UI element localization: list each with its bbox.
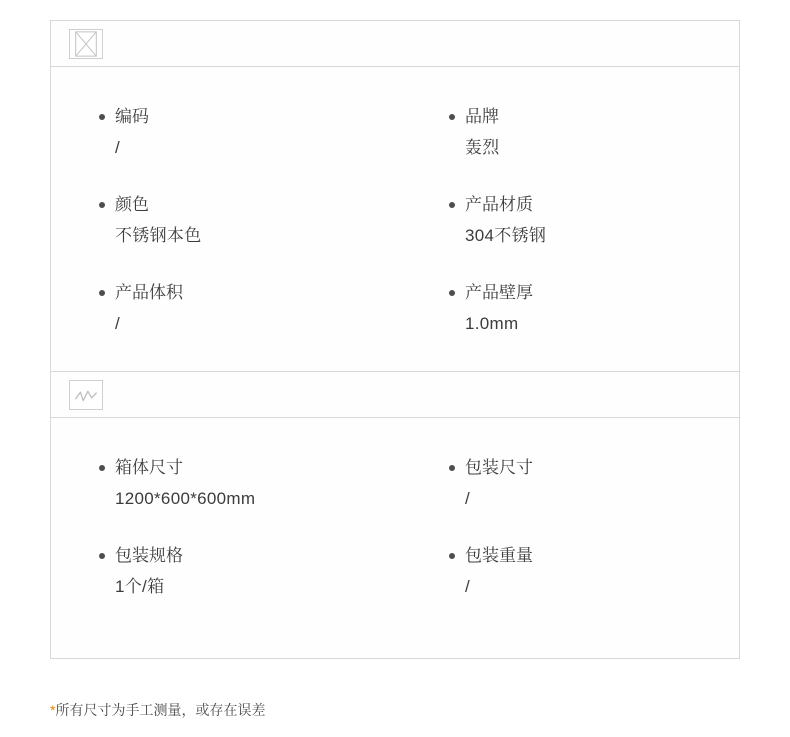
spec-value: 轰烈	[465, 138, 500, 157]
spec-row	[51, 177, 739, 265]
spec-label: 包装规格	[99, 544, 385, 568]
spec-label: 颜色	[99, 193, 385, 217]
spec-label: 包装重量	[449, 544, 729, 568]
spec-cell	[395, 528, 739, 616]
spec-label: 产品体积	[99, 281, 385, 305]
spec-cell	[51, 89, 395, 177]
spec-label: 箱体尺寸	[99, 456, 385, 480]
spec-value: /	[115, 138, 121, 157]
spec-value: /	[465, 577, 471, 596]
spec-value: 304不锈钢	[465, 226, 547, 245]
spec-cell	[51, 265, 395, 353]
spec-cell	[395, 265, 739, 353]
spec-label: 编码	[99, 105, 385, 129]
spec-cell	[51, 177, 395, 265]
spec-row	[51, 265, 739, 353]
spec-label: 产品壁厚	[449, 281, 729, 305]
spec-cell	[51, 528, 395, 616]
spec-cell	[51, 440, 395, 528]
section-body-packaging	[51, 418, 739, 659]
spec-label: 品牌	[449, 105, 729, 129]
spec-cell	[395, 89, 739, 177]
wave-line-icon	[69, 380, 103, 410]
spec-value: 1200*600*600mm	[115, 489, 256, 508]
spec-panel	[50, 20, 740, 659]
spec-value: 1.0mm	[465, 314, 519, 333]
spec-value: /	[115, 314, 121, 333]
spec-row	[51, 89, 739, 177]
section-body-product	[51, 67, 739, 372]
spec-label: 产品材质	[449, 193, 729, 217]
spec-cell	[395, 177, 739, 265]
footnote	[50, 700, 265, 720]
spec-cell	[395, 440, 739, 528]
footnote-text: 所有尺寸为手工测量，或存在误差	[55, 702, 266, 718]
spec-value: 不锈钢本色	[115, 226, 202, 245]
footnote-star: *	[50, 702, 56, 718]
section-header-product	[51, 21, 739, 67]
spec-row	[51, 440, 739, 528]
spec-row	[51, 528, 739, 616]
section-header-packaging	[51, 372, 739, 418]
spec-value: /	[465, 489, 471, 508]
box-outline-icon	[69, 29, 103, 59]
spec-value: 1个/箱	[115, 577, 165, 596]
spec-label: 包装尺寸	[449, 456, 729, 480]
